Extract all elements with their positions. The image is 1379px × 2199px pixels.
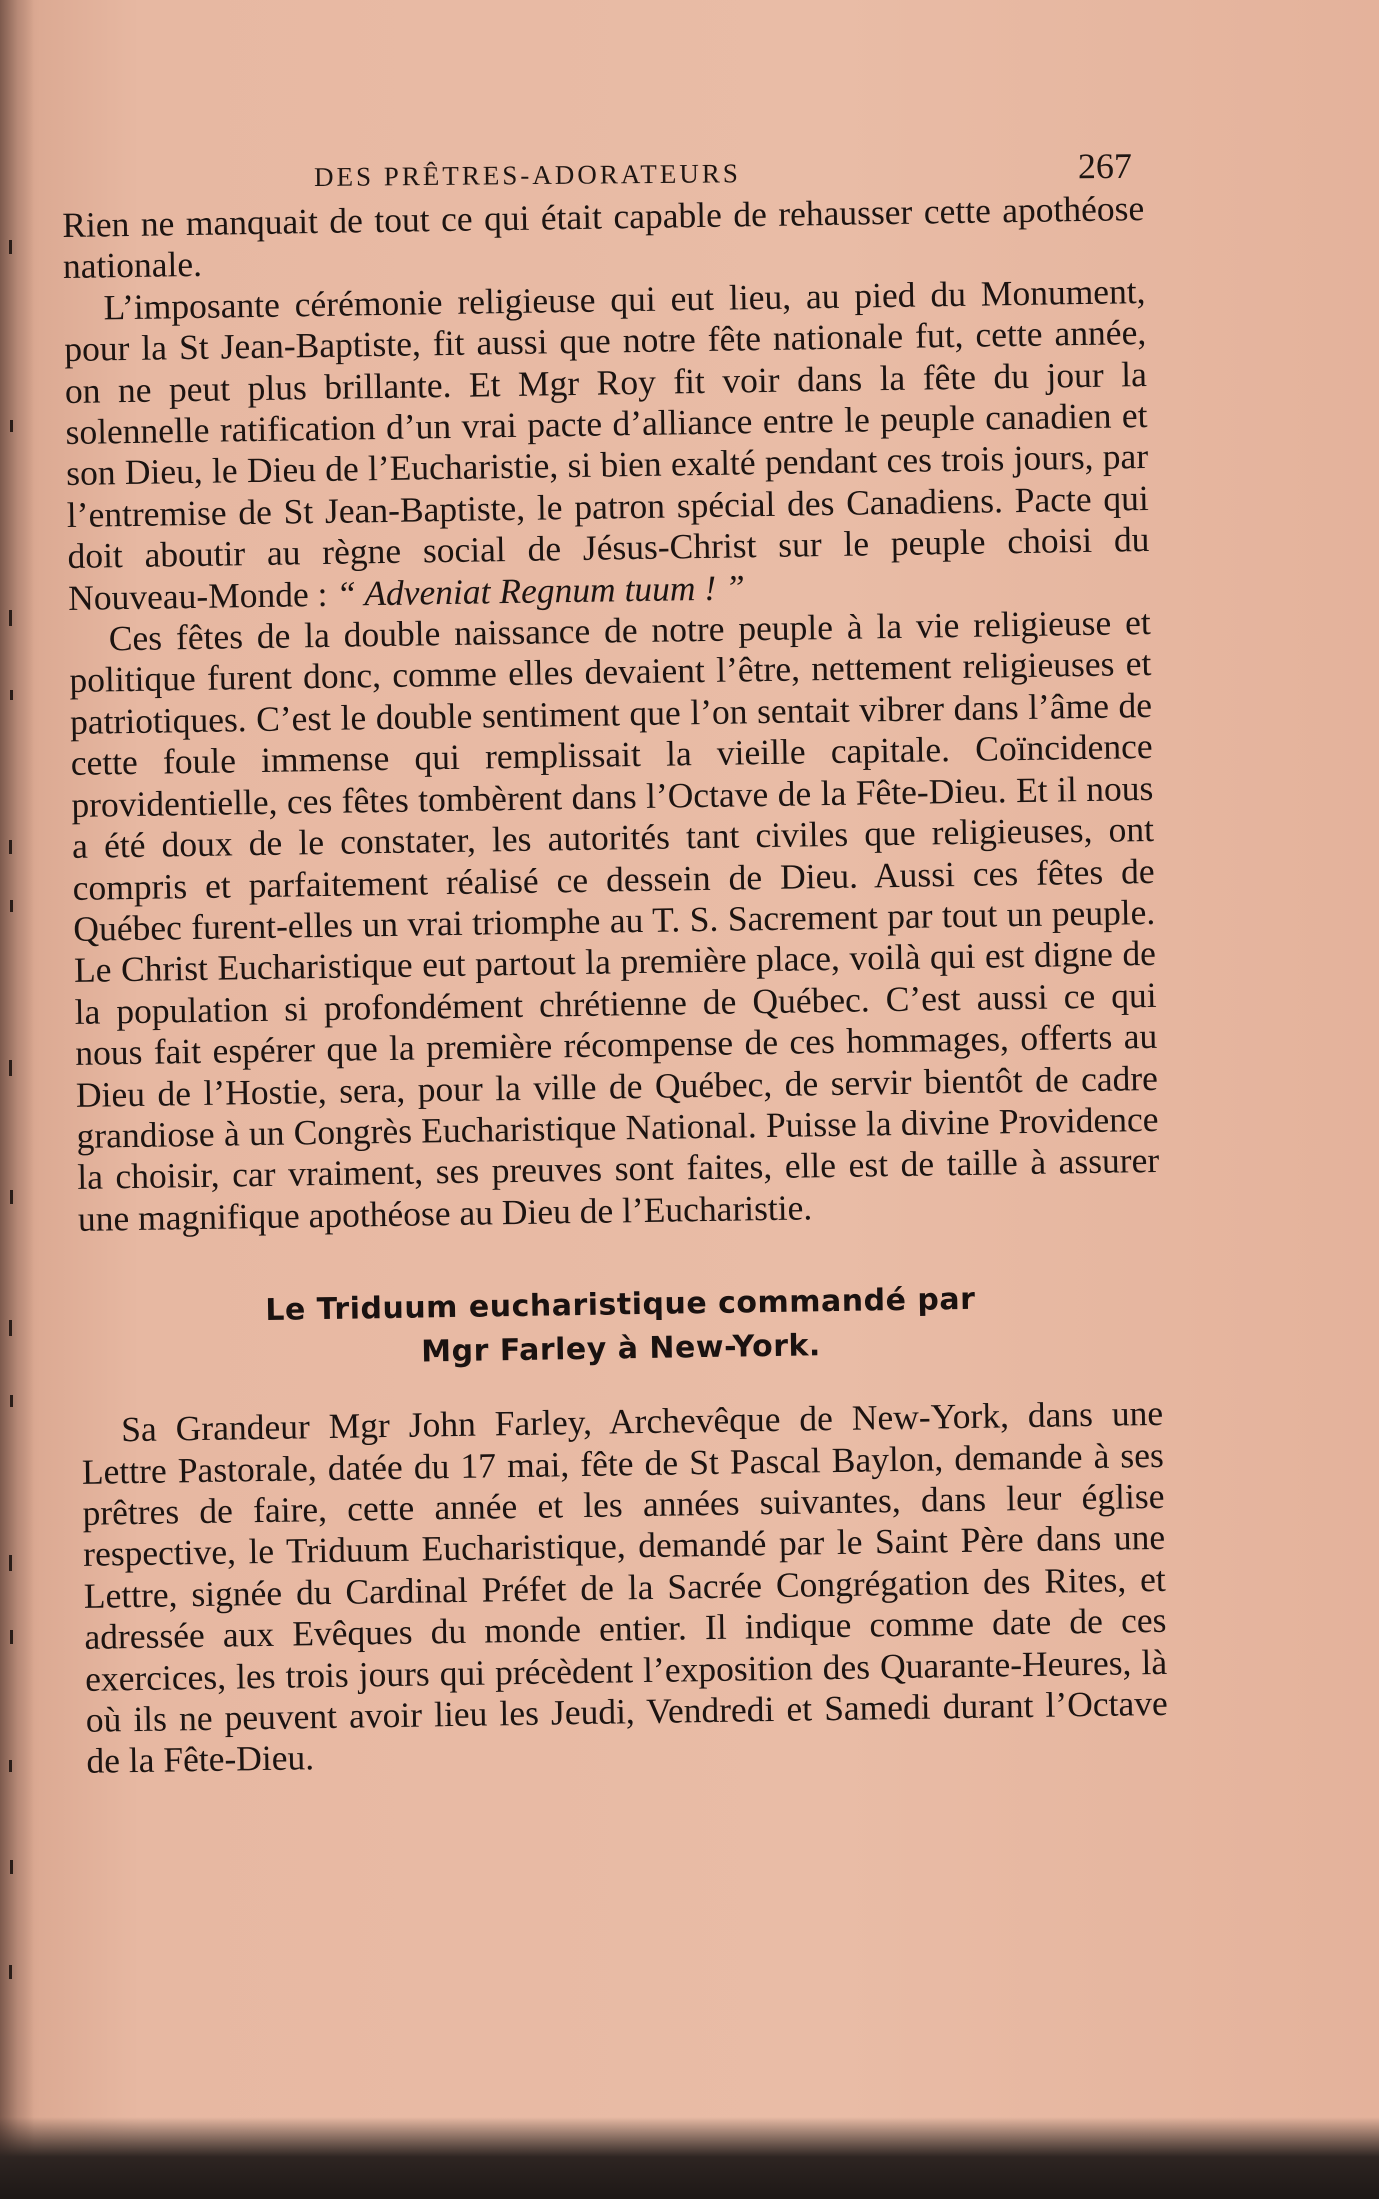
running-title: DES PRÊTRES-ADORATEURS [313, 158, 741, 192]
margin-mark [10, 900, 13, 912]
margin-mark [9, 1555, 12, 1571]
latin-quote: “ Adveniat Regnum tuum ! ” [335, 566, 746, 614]
page-number: 267 [1077, 145, 1133, 187]
margin-mark [9, 1760, 12, 1772]
margin-mark [10, 1190, 13, 1204]
margin-mark [9, 1060, 12, 1076]
paragraph-text: L’imposante cérémonie religieuse qui eut lieu, au pied du Monument, pour la St Jean-Baptiste, fit aussi que notre fête nationale fut, cette année, on ne peut plus brillante. Et Mgr Roy fit voir dans la fête du jour la solennelle ratification d’un vrai pacte d’alliance entre le peuple canadien et son Dieu, le Dieu de l’Eucharistie, si bien exalté pendant ces trois jours, par l’entremise de St Jean-Baptiste, le patron spécial des Canadiens. Pacte qui doit aboutir au règne social de Jésus-Christ sur le peuple choisi du Nouveau-Monde : [63, 270, 1150, 618]
margin-mark [9, 610, 12, 626]
margin-mark [10, 1630, 13, 1644]
margin-mark [9, 840, 12, 854]
margin-marks [0, 0, 26, 2199]
paragraph [63, 271, 1150, 619]
body-text [62, 188, 1169, 1783]
section-heading-line: Le Triduum eucharistique commandé par [265, 1281, 976, 1329]
margin-mark [10, 420, 13, 432]
section-heading [79, 1275, 1162, 1380]
margin-mark [9, 1965, 12, 1979]
section-heading-line: Mgr Farley à New-York. [420, 1328, 822, 1370]
paragraph: Rien ne manquait de tout ce qui était capable de rehausser cette apothéose nationale. [62, 188, 1145, 287]
paragraph: Sa Grandeur Mgr John Farley, Archevêque de New-York, dans une Lettre Pastorale, datée du 17 mai, fête de St Pascal Baylon, demande à ses prêtres de faire, cette année et les années suivantes, dans leur église respective, le Triduum Eucharistique, demandé par le Saint Père dans une Lettre, signée du Cardinal Préfet de la Sacrée Congrégation des Rites, et adressée aux Evêques du monde entier. Il indique comme date de ces exercices, les trois jours qui précèdent l’exposition des Quarante-Heures, là où ils ne peuvent avoir lieu les Jeudi, Vendredi et Samedi durant l’Octave de la Fête-Dieu. [81, 1393, 1168, 1782]
margin-mark [10, 1860, 13, 1874]
margin-mark [9, 240, 12, 254]
margin-mark [10, 690, 13, 700]
margin-mark [10, 1395, 13, 1407]
binding-edge [0, 2117, 1379, 2199]
margin-mark [9, 1320, 12, 1336]
paragraph: Ces fêtes de la double naissance de notre peuple à la vie religieuse et politique furent donc, comme elles devaient l’être, nettement religieuses et patriotiques. C’est le double sentiment que l’on sentait vibrer dans l’âme de cette foule immense qui remplissait la vieille capitale. Coïncidence providentielle, ces fêtes tombèrent dans l’Octave de la Fête-Dieu. Et il nous a été doux de le constater, les autorités tant civiles que religieuses, ont compris et parfaitement réalisé ce dessein de Dieu. Aussi ces fêtes de Québec furent-elles un vrai triomphe au T. S. Sacrement par tout un peuple. Le Christ Eucharistique eut partout la première place, voilà qui est digne de la population si profondément chrétienne de Québec. C’est aussi ce qui nous fait espérer que la première récompense de ces hommages, offerts au Dieu de l’Hostie, sera, pour la ville de Québec, de servir bientôt de cadre grandiose à un Congrès Eucharistique National. Puisse la divine Providence la choisir, car vraiment, ses preuves sont faites, elle est de taille à assurer une magnifique apothéose au Dieu de l’Eucharistie. [69, 602, 1160, 1239]
